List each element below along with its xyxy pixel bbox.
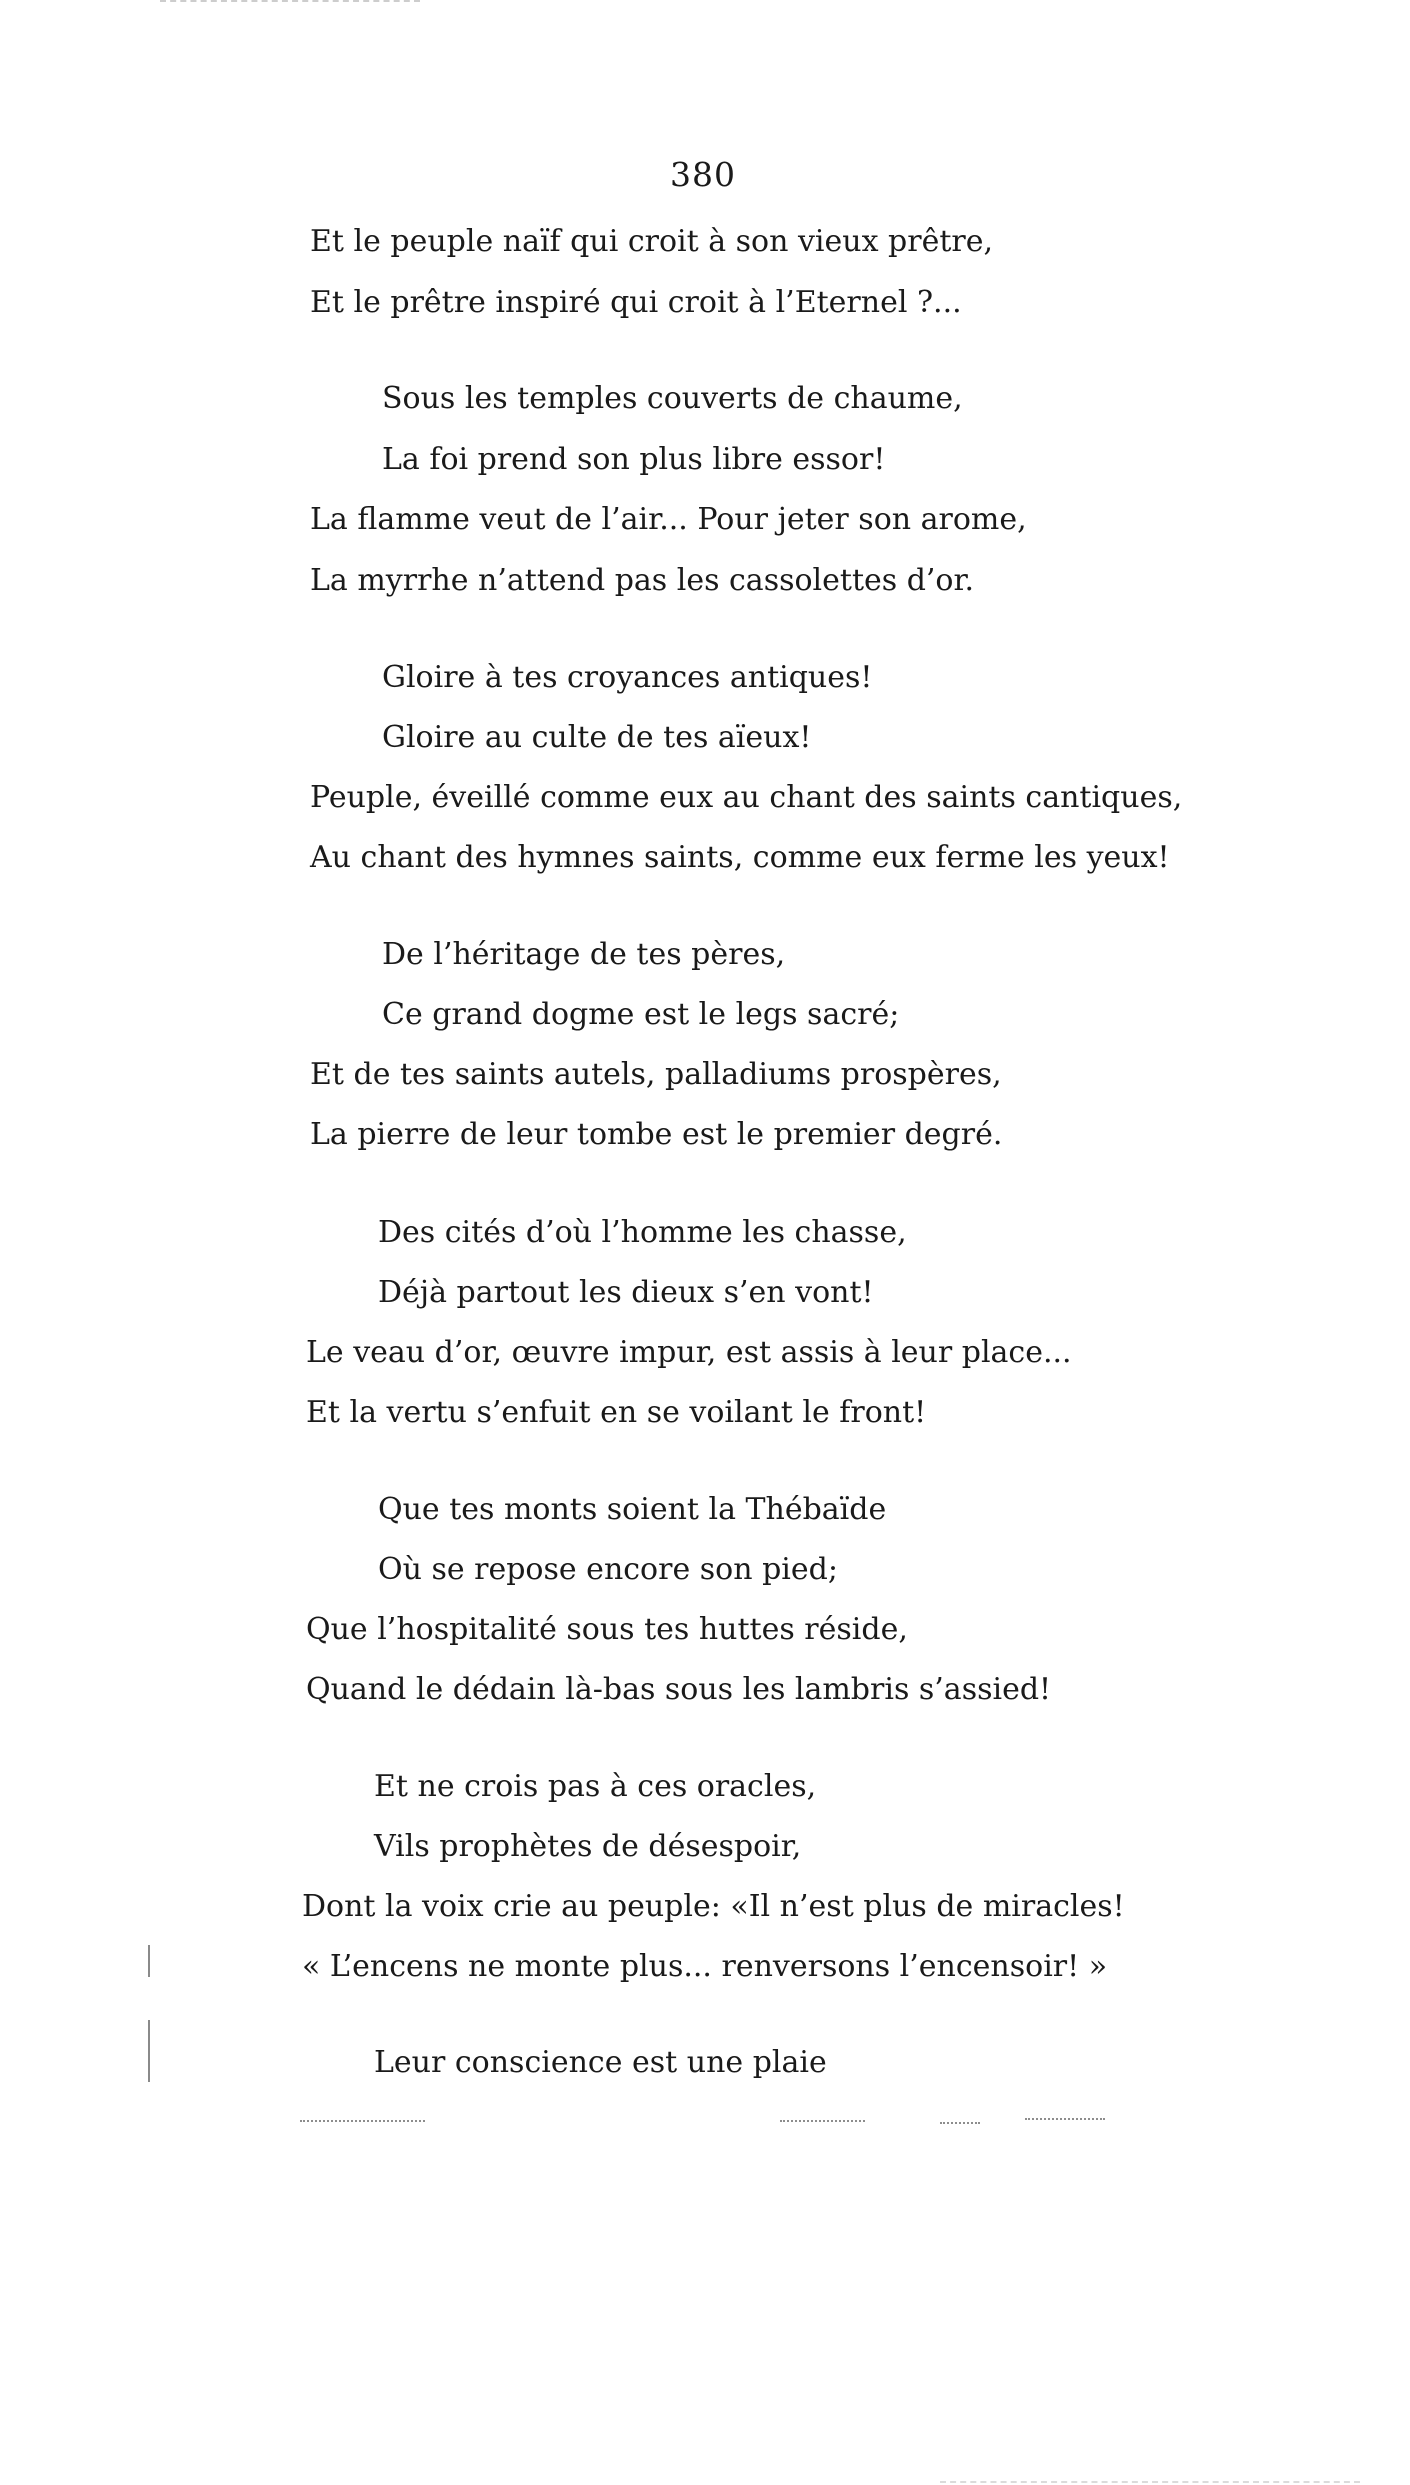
verse-line: La flamme veut de l’air... Pour jeter son arome, [310, 502, 1027, 537]
verse-line: Des cités d’où l’homme les chasse, [378, 1215, 907, 1250]
verse-line: Sous les temples couverts de chaume, [382, 381, 963, 416]
scan-artifact [300, 2120, 425, 2122]
verse-line: La myrrhe n’attend pas les cassolettes d’or. [310, 563, 975, 598]
verse-line: Le veau d’or, œuvre impur, est assis à leur place... [306, 1335, 1072, 1370]
page-number: 380 [670, 155, 736, 194]
verse-line: Et de tes saints autels, palladiums prospères, [310, 1057, 1002, 1092]
scan-artifact [780, 2120, 865, 2122]
verse-line: Gloire à tes croyances antiques! [382, 660, 873, 695]
verse-line: Où se repose encore son pied; [378, 1552, 838, 1587]
scan-artifact-top [160, 0, 420, 12]
verse-line: Que tes monts soient la Thébaïde [378, 1492, 887, 1527]
verse-line: Et ne crois pas à ces oracles, [374, 1769, 817, 1804]
verse-line: Peuple, éveillé comme eux au chant des saints cantiques, [310, 780, 1183, 815]
verse-line: « L’encens ne monte plus... renversons l’encensoir! » [302, 1949, 1108, 1984]
verse-line: Leur conscience est une plaie [374, 2045, 827, 2080]
verse-line: Déjà partout les dieux s’en vont! [378, 1275, 874, 1310]
scan-artifact [148, 2020, 150, 2082]
verse-line: Vils prophètes de désespoir, [374, 1829, 802, 1864]
scan-artifact [940, 2122, 980, 2124]
scan-artifact [1025, 2118, 1105, 2120]
verse-line: La pierre de leur tombe est le premier degré. [310, 1117, 1003, 1152]
verse-line: Gloire au culte de tes aïeux! [382, 720, 812, 755]
verse-line: De l’héritage de tes pères, [382, 937, 786, 972]
verse-line: Au chant des hymnes saints, comme eux ferme les yeux! [310, 840, 1170, 875]
verse-line: Ce grand dogme est le legs sacré; [382, 997, 900, 1032]
scan-artifact-bottom [940, 2475, 1360, 2483]
verse-line: La foi prend son plus libre essor! [382, 442, 886, 477]
verse-line: Dont la voix crie au peuple: «Il n’est plus de miracles! [302, 1889, 1125, 1924]
verse-line: Quand le dédain là-bas sous les lambris s’assied! [306, 1672, 1052, 1707]
scan-artifact [148, 1945, 150, 1977]
verse-line: Et le peuple naïf qui croit à son vieux prêtre, [310, 224, 994, 259]
verse-line: Et le prêtre inspiré qui croit à l’Eternel ?... [310, 285, 962, 320]
verse-line: Et la vertu s’enfuit en se voilant le front! [306, 1395, 927, 1430]
verse-line: Que l’hospitalité sous tes huttes réside, [306, 1612, 908, 1647]
